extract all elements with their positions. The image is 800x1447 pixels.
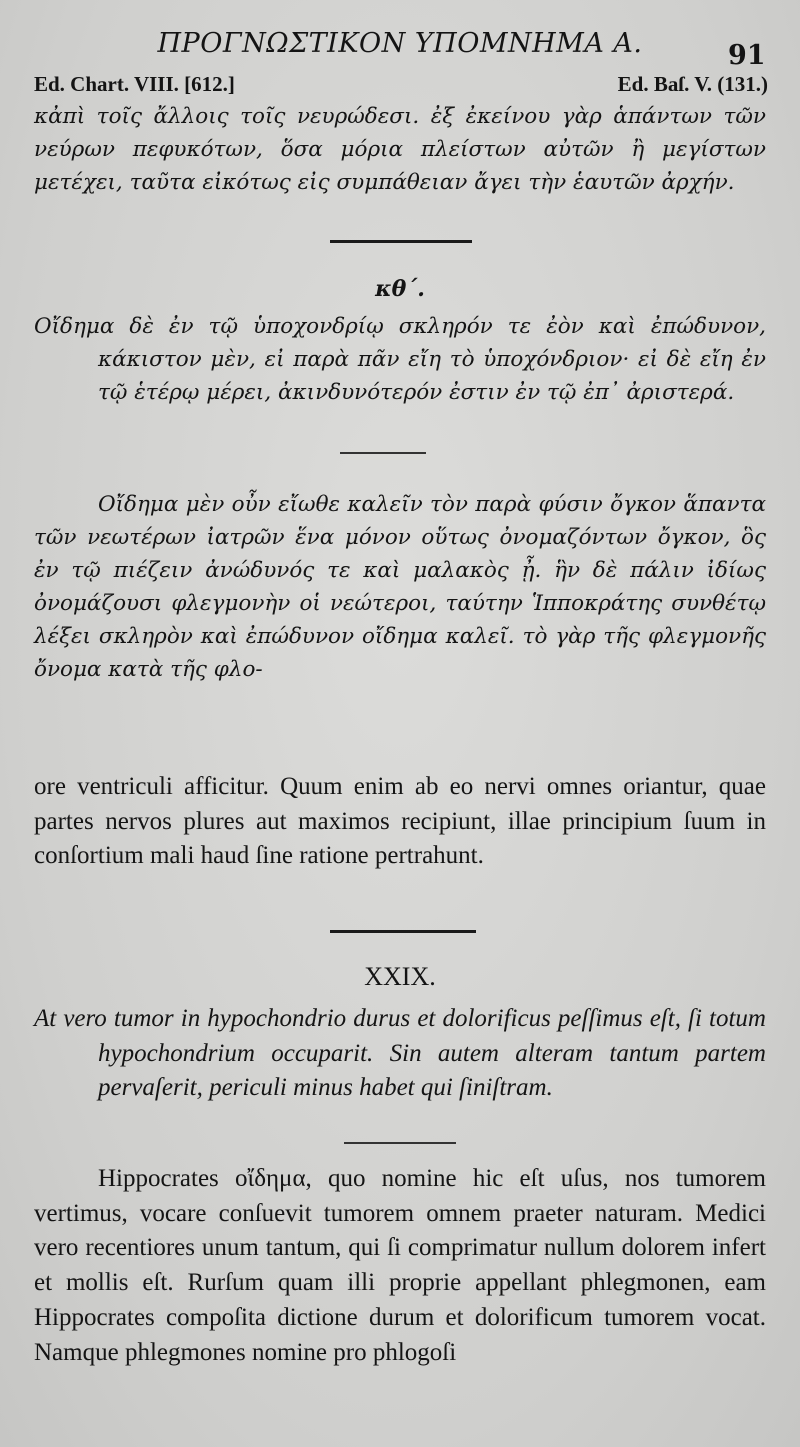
latin-section-number: XXIX.: [364, 962, 436, 991]
aphorism-separator: [344, 1142, 456, 1144]
aphorism-separator: [340, 452, 426, 454]
section-rule: [330, 240, 472, 243]
latin-aphorism: At vero tumor in hypochondrio durus et dolorificus peſſimus eſt, ſi totum hypochondrium occuparit. Sin autem alteram tantum partem pervaſerit, periculi minus habet qui ſiniſtram.: [34, 1005, 766, 1101]
latin-continuation-paragraph: ore ventriculi afficitur. Quum enim ab eo nervi omnes oriantur, quae partes nervos plures aut maximos recipiunt, illae principium ſuum in conſortium mali haud ſine ratione pertrahunt.: [34, 773, 766, 870]
latin-commentary-paragraph: Hippocrates οἴδημα, quo nomine hic eſt uſus, nos tumorem vertimus, vocare conſuevit tumorem omnem praeter naturam. Medici vero recentiores unum tantum, qui ſi comprimatur nullum dolorem infert et mollis eſt. Rurſum quam illi proprie appellant phlegmonen, eam Hippocrates compoſita dictione durum et dolorificum tumorem vocat. Namque phlegmones nomine pro phlogoſi: [34, 1165, 766, 1366]
greek-aphorism: Οἴδημα δὲ ἐν τῷ ὑποχονδρίῳ σκληρόν τε ἐὸν καὶ ἐπώδυνον, κάκιστον μὲν, εἰ παρὰ πᾶν εἴη τὸ ὑποχόνδριον· εἰ δὲ εἴη ἐν τῷ ἑτέρῳ μέρει, ἀκινδυνότερόν ἐστιν ἐν τῷ ἐπ᾽ ἀριστερά.: [34, 314, 766, 405]
edition-reference-right: Ed. Baſ. V. (131.): [617, 72, 768, 96]
greek-continuation-paragraph: κἀπὶ τοῖς ἄλλοις τοῖς νευρώδεσι. ἐξ ἐκείνου γὰρ ἁπάντων τῶν νεύρων πεφυκότων, ὅσα μόρια πλείστων αὐτῶν ἢ μεγίστων μετέχει, ταῦτα εἰκότως εἰς συμπάθειαν ἄγει τὴν ἑαυτῶν ἀρχήν.: [34, 104, 766, 195]
greek-section-number: κθ΄.: [375, 276, 425, 302]
page-number: 91: [728, 40, 766, 71]
edition-reference-left: Ed. Chart. VIII. [612.]: [34, 72, 235, 96]
section-rule: [330, 930, 476, 933]
edition-reference-line: [34, 72, 768, 97]
greek-commentary-paragraph: Οἴδημα μὲν οὖν εἴωθε καλεῖν τὸν παρὰ φύσιν ὄγκον ἅπαντα τῶν νεωτέρων ἰατρῶν ἕνα μόνον οὕτως ὀνομαζόντων ὄγκον, ὃς ἐν τῷ πιέζειν ἀνώδυνός τε καὶ μαλακὸς ᾖ. ἣν δὲ πάλιν ἰδίως ὀνομάζουσι φλεγμονὴν οἱ νεώτεροι, ταύτην Ἱπποκράτης συνθέτῳ λέξει σκληρὸν καὶ ἐπώδυνον οἴδημα καλεῖ. τὸ γὰρ τῆς φλεγμονῆς ὄνομα κατὰ τῆς φλο-: [34, 492, 766, 682]
running-title: ΠΡΟΓΝΩΣΤΙΚΟΝ ΥΠΟΜΝΗΜΑ Α.: [157, 28, 643, 59]
